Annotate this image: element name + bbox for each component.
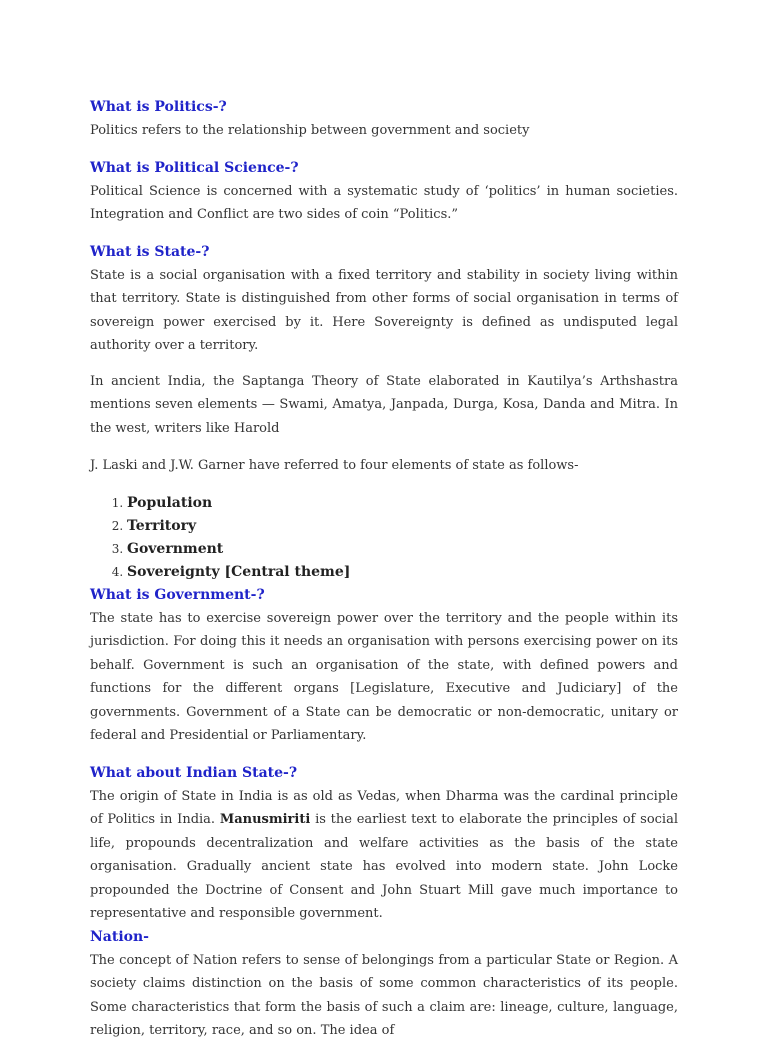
manusmiriti-bold: Manusmiriti — [219, 812, 311, 827]
indian-state-text-start: The origin of State in India is as old as Vedas, when Dharma was the cardinal principle of Politics in India. — [90, 788, 678, 827]
heading-political-science: What is Political Science-? — [90, 159, 299, 176]
paragraph-government: The state has to exercise sovereign power over the territory and the people within its jurisdiction. For doing this it needs an organisation with persons exercising power on its behalf. Government is such an organisation of the state, with defined powers and functions for the different organs [Legislature, Executive and Judiciary] of the governments. Government of a State can be democratic or non-democratic, unitary or federal and Presidential or Parliamentary. — [90, 610, 678, 743]
list-item: 2. Territory — [127, 515, 678, 538]
paragraph-indian-state — [90, 785, 678, 926]
paragraph-state: State is a social organisation with a fixed territory and stability in society living within that territory. State is distinguished from other forms of social organisation in terms of sovereign power exercised by it. Here Sovereignty is defined as undisputed legal authority over a territory. — [90, 267, 678, 353]
heading-state: What is State-? — [90, 243, 210, 260]
paragraph-nation: The concept of Nation refers to sense of belongings from a particular State or Region. A society claims distinction on the basis of some common characteristics of its people. Some characteristics that form the basis of such a claim are: lineage, culture, language, religion, territory, race, and so on. The idea of — [90, 952, 678, 1038]
heading-indian-state: What about Indian State-? — [90, 764, 298, 781]
paragraph-saptanga: In ancient India, the Saptanga Theory of State elaborated in Kautilya’s Arthshastra mentions seven elements — Swami, Amatya, Janpada, Durga, Kosa, Danda and Mitra. In the west, writers like Harold — [90, 373, 678, 436]
state-elements-list — [90, 492, 678, 584]
document-page — [90, 96, 678, 1043]
paragraph-political-science: Political Science is concerned with a systematic study of ‘politics’ in human societies. Integration and Conflict are two sides of coin “Politics.” — [90, 183, 678, 222]
paragraph-laski-garner: J. Laski and J.W. Garner have referred to four elements of state as follows- — [90, 458, 579, 473]
heading-nation: Nation- — [90, 928, 149, 945]
heading-government: What is Government-? — [90, 586, 265, 603]
list-item: 4. Sovereignty [Central theme] — [127, 561, 678, 584]
paragraph-politics: Politics refers to the relationship between government and society — [90, 123, 530, 138]
list-item: 1. Population — [127, 492, 678, 515]
list-item: 3. Government — [127, 538, 678, 561]
indian-state-text-end: is the earliest text to elaborate the principles of social life, propounds decentralization and welfare activities as the basis of the state organisation. Gradually ancient state has evolved into modern state. John Locke propounded the Doctrine of Consent and John Stuart Mill gave much importance to representative and responsible government. — [90, 812, 678, 921]
heading-politics: What is Politics-? — [90, 99, 227, 115]
